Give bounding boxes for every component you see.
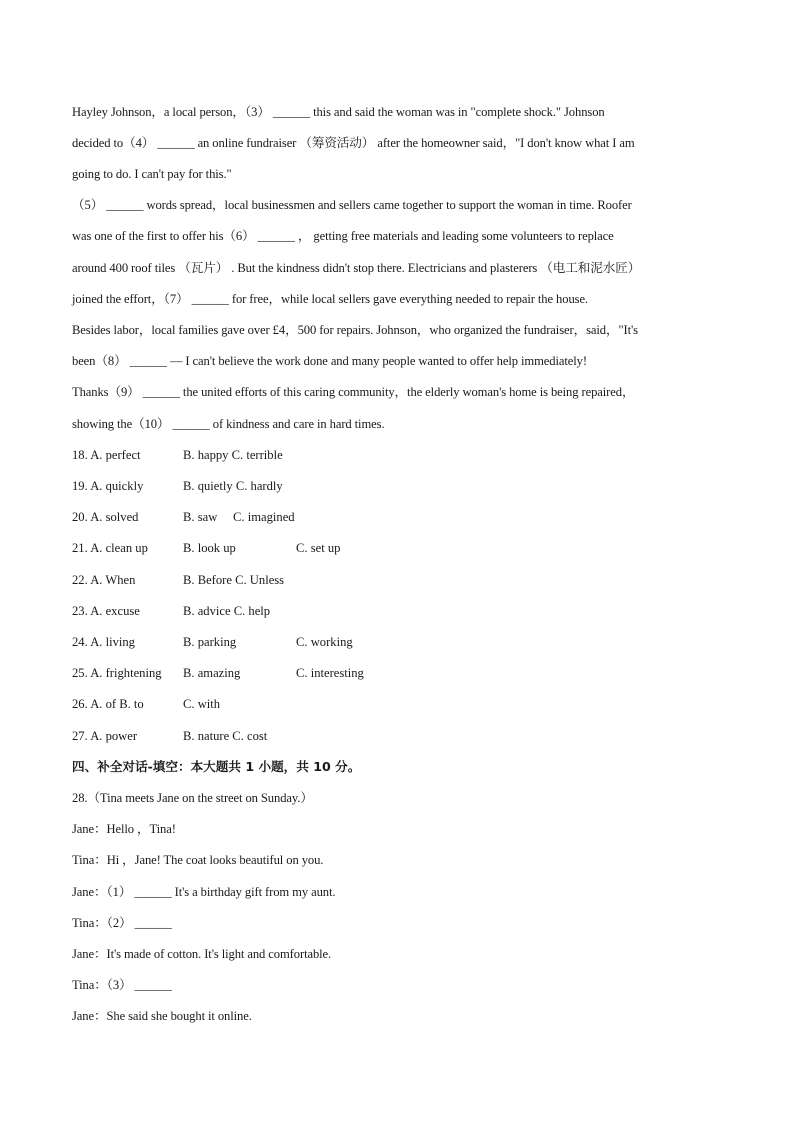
dialogue-line: Jane：（1） ______ It's a birthday gift from my aunt. [72,885,336,899]
passage-line: （5） ______ words spread，local businessmen and sellers came together to support the woman in time. Roofer [72,198,632,212]
dialogue-line: Jane：She said she bought it online. [72,1009,252,1023]
option-b: B. amazing [183,666,241,680]
option-b: B. quietly C. hardly [183,479,283,493]
option-b: B. Before C. Unless [183,573,285,587]
option-b: B. saw C. imagined [183,510,295,524]
option-b: B. parking [183,635,237,649]
passage-line: been（8） ______ — I can't believe the work done and many people wanted to offer help immediately! [72,354,587,368]
option-a: 19. A. quickly [72,479,144,493]
dialogue-line: 28.（Tina meets Jane on the street on Sunday.） [72,791,313,805]
option-a: 22. A. When [72,573,136,587]
passage-line: around 400 roof tiles （瓦片） . But the kindness didn't stop there. Electricians and plasterers （电工和泥水匠） [72,261,641,275]
passage-line: Thanks（9） ______ the united efforts of this caring community，the elderly woman's home is being repaired， [72,385,635,399]
passage-line: joined the effort，（7） ______ for free，while local sellers gave everything needed to repair the house. [72,292,588,306]
passage-line: going to do. I can't pay for this." [72,167,232,181]
option-c: C. interesting [296,666,364,680]
option-c: C. working [296,635,353,649]
passage-line: decided to（4） ______ an online fundraiser （筹资活动） after the homeowner said，"I don't know what I am [72,136,635,150]
option-a: 23. A. excuse [72,604,140,618]
option-a: 26. A. of B. to [72,697,144,711]
passage-line: Hayley Johnson，a local person，（3） ______ this and said the woman was in "complete shock." Johnson [72,105,605,119]
option-a: 27. A. power [72,729,138,743]
passage-line: showing the（10） ______ of kindness and care in hard times. [72,417,385,431]
option-b: B. advice C. help [183,604,271,618]
option-a: 18. A. perfect [72,448,141,462]
option-c: C. set up [296,541,341,555]
passage-line: was one of the first to offer his（6） ______ ， getting free materials and leading some volunteers to replace [72,229,614,243]
option-a: 21. A. clean up [72,541,148,555]
section-heading: 四、补全对话-填空：本大题共 1 小题，共 10 分。 [72,759,361,774]
option-b: B. nature C. cost [183,729,268,743]
dialogue-line: Jane：It's made of cotton. It's light and comfortable. [72,947,332,961]
option-a: 25. A. frightening [72,666,162,680]
dialogue-line: Tina：（3） ______ [72,978,172,992]
option-a: 20. A. solved [72,510,139,524]
passage-line: Besides labor，local families gave over £4，500 for repairs. Johnson，who organized the fundraiser，said，"It's [72,323,638,337]
option-b: B. look up [183,541,236,555]
dialogue-line: Tina：Hi ，Jane! The coat looks beautiful on you. [72,853,324,867]
option-a: 24. A. living [72,635,135,649]
dialogue-line: Jane：Hello ，Tina! [72,822,176,836]
option-b: B. happy C. terrible [183,448,283,462]
option-b: C. with [183,697,221,711]
dialogue-line: Tina：（2） ______ [72,916,172,930]
